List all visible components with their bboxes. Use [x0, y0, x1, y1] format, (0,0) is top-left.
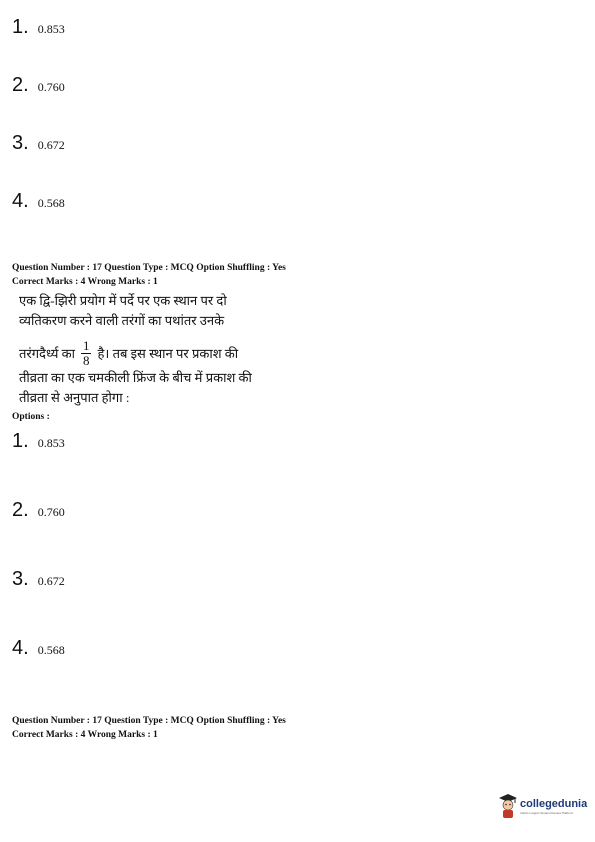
option-3: [12, 568, 65, 591]
question-line-part: तरंगदैर्ध्य का: [19, 345, 75, 361]
option-value: 0.760: [37, 505, 65, 519]
option-1: [12, 430, 65, 453]
question-meta-line2: Correct Marks : 4 Wrong Marks : 1: [12, 730, 158, 740]
question-line: तीव्रता से अनुपात होगा :: [19, 390, 130, 405]
question-meta-line1: Question Number : 17 Question Type : MCQ Option Shuffling : Yes: [12, 716, 286, 726]
question-line: व्यतिकरण करने वाली तरंगों का पथांतर उनके: [19, 313, 225, 328]
question-meta-line1: Question Number : 17 Question Type : MCQ Option Shuffling : Yes: [12, 263, 286, 273]
option-number: 1.: [12, 430, 29, 452]
option-number: 3.: [12, 132, 29, 154]
fraction: [81, 339, 92, 368]
question-line-part: है। तब इस स्थान पर प्रकाश की: [97, 345, 239, 361]
question-meta-line2: Correct Marks : 4 Wrong Marks : 1: [12, 277, 158, 287]
option-value: 0.568: [37, 643, 65, 657]
option-number: 3.: [12, 568, 29, 590]
option-3: [12, 132, 65, 155]
option-value: 0.672: [37, 574, 65, 588]
logo-tagline: India's Largest Student Review Platform: [520, 810, 574, 815]
option-number: 1.: [12, 16, 29, 38]
question-meta: [12, 261, 286, 289]
graduate-mascot-icon: [498, 793, 518, 819]
question-text: [19, 291, 252, 408]
option-value: 0.853: [37, 22, 65, 36]
option-4: [12, 637, 65, 660]
option-4: [12, 190, 65, 213]
option-2: [12, 74, 65, 97]
option-value: 0.853: [37, 436, 65, 450]
option-1: [12, 16, 65, 39]
fraction-numerator: 1: [82, 338, 90, 353]
question-line: एक द्वि-झिरी प्रयोग में पर्दे पर एक स्थान पर दो: [19, 293, 227, 308]
collegedunia-logo: [498, 793, 587, 819]
question-line: [19, 339, 252, 368]
logo-name: collegedunia: [520, 797, 588, 810]
next-question-meta: [12, 714, 286, 742]
option-value: 0.672: [37, 138, 65, 152]
option-number: 2.: [12, 74, 29, 96]
question-line: तीव्रता का एक चमकीली फ्रिंज के बीच में प्रकाश की: [19, 370, 252, 385]
option-2: [12, 499, 65, 522]
option-number: 4.: [12, 637, 29, 659]
option-number: 2.: [12, 499, 29, 521]
option-number: 4.: [12, 190, 29, 212]
fraction-denominator: 8: [82, 353, 90, 368]
options-label: Options :: [12, 412, 50, 422]
option-value: 0.568: [37, 196, 65, 210]
option-value: 0.760: [37, 80, 65, 94]
